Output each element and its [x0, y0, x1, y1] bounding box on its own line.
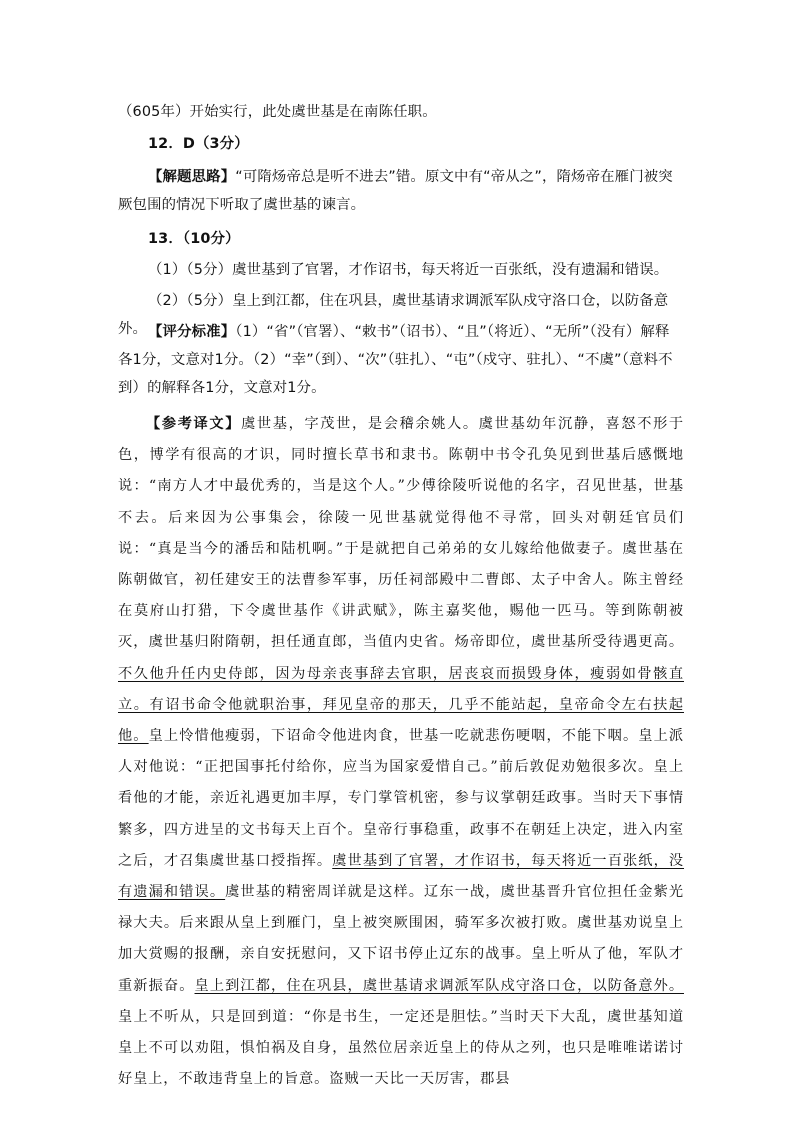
- criteria-label: 【评分标准】: [148, 324, 236, 340]
- translation-underlined: 皇上到江都，住在巩县，虞世基请求调派军队戍守洛口仓，以防备意外。: [194, 977, 684, 994]
- analysis-label: 【解题思路】: [148, 169, 236, 185]
- translation-text: 虞世基的精密周详就是这样。辽东一战，虞世基晋升官位担任金紫光禄大夫。后来跟从皇上到雁门，皇上被突厥围困，骑军多次被打败。虞世基劝说皇上加大赏赐的报酬，亲自安抚慰问，又下诏书停止辽东的战事。皇上听从了他，军队才重新振奋。: [118, 884, 684, 994]
- translation-label: 【参考译文】: [146, 416, 242, 432]
- translation-underlined: 不久他升任内史侍郎，因为母亲丧事辞去官职，居丧哀而损毁身体，瘦弱如骨骸直立。有诏书命令他就职治事，拜见皇帝的那天，几乎不能站起，皇帝命令左右扶起他。: [118, 665, 684, 745]
- translation-text: 虞世基，字茂世，是会稽余姚人。虞世基幼年沉静，喜怒不形于色，博学有很高的才识，同时擅长草书和隶书。陈朝中书令孔奂见到世基后感慨地说：“南方人才中最优秀的，当是这个人。”少傅徐陵听说他的名字，召见世基，世基不去。后来因为公事集会，徐陵一见世基就觉得他不寻常，回头对朝廷官员们说：“真是当今的潘岳和陆机啊。”于是就把自己弟弟的女儿嫁给他做妻子。虞世基在陈朝做官，初任建安王的法曹参军事，历任祠部殿中二曹郎、太子中舍人。陈主曾经在莫府山打猎，下令虞世基作《讲武赋》，陈主嘉奖他，赐他一匹马。等到陈朝被灭，虞世基归附隋朝，担任通直郎，当值内史省。炀帝即位，虞世基所受待遇更高。: [118, 416, 684, 651]
- analysis-text: “可隋炀帝总是听不进去”错。原文中有“帝从之”，隋炀帝在雁门被突厥包围的情况下听取了虞世基的谏言。: [118, 169, 673, 213]
- answer-13-heading: 13．（10分）: [148, 231, 240, 247]
- answer-12: 12．D（3分）: [148, 136, 249, 152]
- translation-text: 皇上怜惜他瘦弱，下诏命令他进肉食，世基一吃就悲伤哽咽，不能下咽。皇上派人对他说：“正把国事托付给你，应当为国家爱惜自己。”前后敦促劝勉很多次。皇上看他的才能，亲近礼遇更加丰厚，专门掌管机密，参与议掌朝廷政事。当时天下事情繁多，四方进呈的文书每天上百个。皇帝行事稳重，政事不在朝廷上决定，进入内室之后，才召集虞世基口授指挥。: [118, 728, 684, 869]
- answer-13-item-2: （2）（5分）皇上到江都，住在巩县，虞世基请求调派军队戍守洛口仓，以防备意外。: [118, 293, 669, 337]
- analysis-12: [118, 163, 684, 219]
- criteria-text: （1）“省”（官署）、“敕书”（诏书）、“且”（将近）、“无所”（没有）解释各1分，文意对1分。（2）“幸”（到）、“次”（驻扎）、“屯”（戍守、驻扎）、“不虞”（意料不到）的解释各1分，文意对1分。: [118, 324, 673, 396]
- text-line: （605年）开始实行，此处虞世基是在南陈任职。: [118, 104, 437, 120]
- reference-translation: [118, 409, 684, 1095]
- translation-underlined: 虞世基到了官署，才作诏书，每天将近一百张纸，没有遗漏和错误。: [118, 852, 685, 901]
- translation-text: 皇上不听从，只是回到道：“你是书生，一定还是胆怯。”当时天下大乱，虞世基知道皇上不可以劝阻，惧怕祸及自身，虽然位居亲近皇上的侍从之列，也只是唯唯诺诺讨好皇上，不敢违背皇上的旨意。盗贼一天比一天厉害，郡县: [118, 1008, 684, 1088]
- scoring-criteria: [118, 318, 684, 402]
- answer-13-item-1: （1）（5分）虞世基到了官署，才作诏书，每天将近一百张纸，没有遗漏和错误。: [148, 262, 669, 278]
